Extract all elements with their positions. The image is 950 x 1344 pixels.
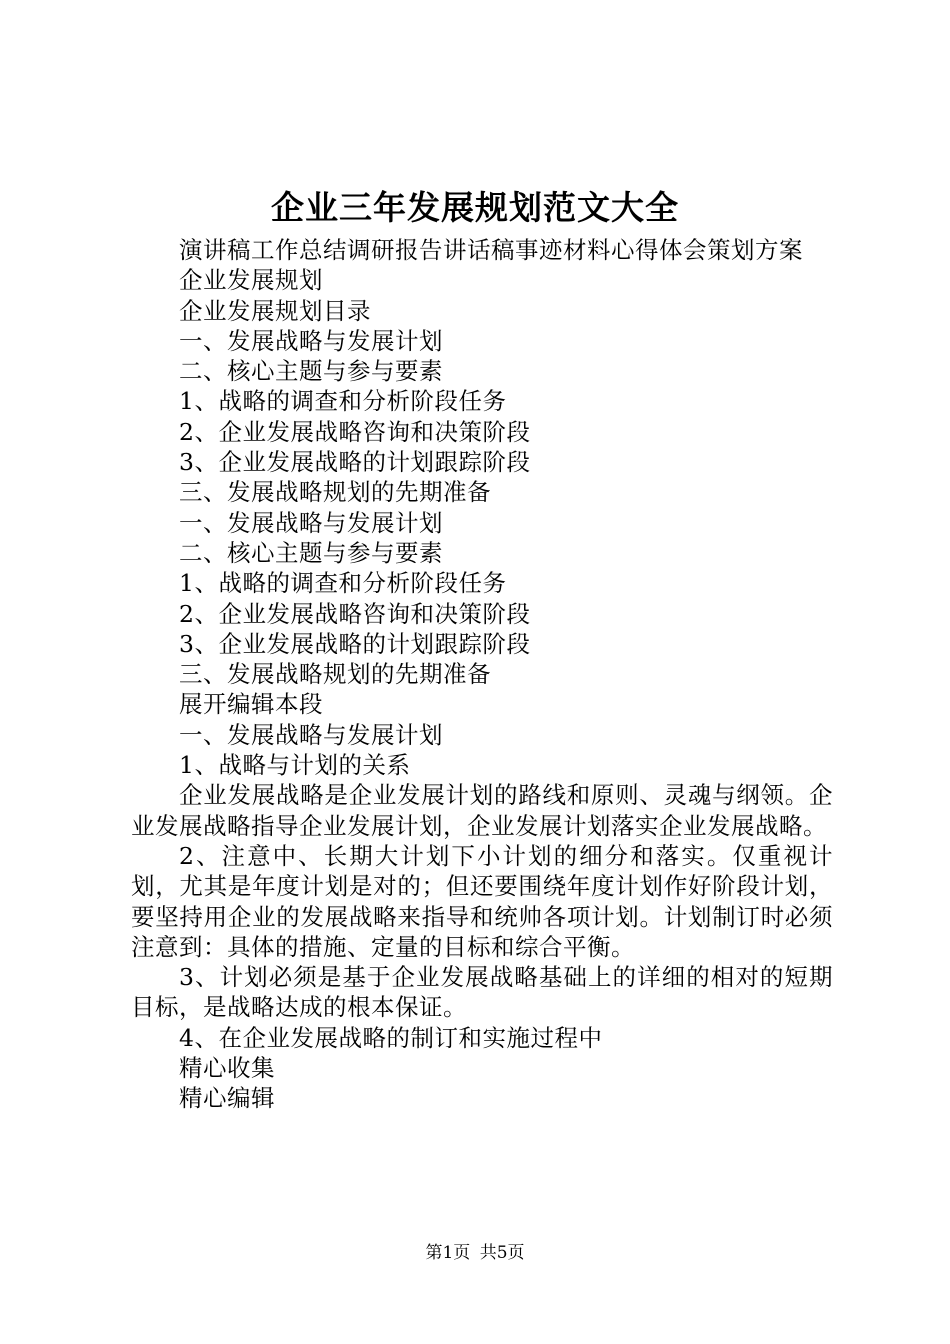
document-title: 企业三年发展规划范文大全	[271, 188, 679, 227]
paragraph: 3、计划必须是基于企业发展战略基础上的详细的相对的短期目标，是战略达成的根本保证。	[131, 963, 833, 1022]
paragraph: 1、战略的调查和分析阶段任务	[179, 387, 507, 416]
paragraph: 企业发展战略是企业发展计划的路线和原则、灵魂与纲领。企业发展战略指导企业发展计划，企业发展计划落实企业发展战略。	[131, 781, 833, 840]
paragraph: 演讲稿工作总结调研报告讲话稿事迹材料心得体会策划方案	[179, 236, 803, 264]
paragraph: 一、发展战略与发展计划	[179, 326, 443, 355]
page-total: 共5页	[479, 1243, 525, 1263]
paragraph: 3、企业发展战略的计划跟踪阶段	[179, 629, 531, 658]
paragraph: 精心收集	[179, 1054, 275, 1083]
paragraph: 一、发展战略与发展计划	[179, 720, 443, 749]
document-body	[131, 235, 833, 1114]
paragraph: 1、战略与计划的关系	[179, 751, 411, 780]
paragraph: 一、发展战略与发展计划	[179, 508, 443, 537]
paragraph: 3、企业发展战略的计划跟踪阶段	[179, 448, 531, 477]
paragraph: 二、核心主题与参与要素	[179, 538, 443, 567]
paragraph: 1、战略的调查和分析阶段任务	[179, 569, 507, 598]
paragraph: 二、核心主题与参与要素	[179, 357, 443, 386]
page-number: 第1页	[425, 1243, 471, 1263]
paragraph: 4、在企业发展战略的制订和实施过程中	[179, 1023, 603, 1052]
paragraph: 2、注意中、长期大计划下小计划的细分和落实。仅重视计划，尤其是年度计划是对的；但还要围绕年度计划作好阶段计划，要坚持用企业的发展战略来指导和统帅各项计划。计划制订时必须注意到：具体的措施、定量的目标和综合平衡。	[131, 841, 833, 961]
paragraph: 三、发展战略规划的先期准备	[179, 660, 491, 689]
page-footer	[0, 1242, 950, 1264]
paragraph: 2、企业发展战略咨询和决策阶段	[179, 417, 531, 446]
paragraph: 展开编辑本段	[179, 690, 323, 719]
paragraph: 三、发展战略规划的先期准备	[179, 478, 491, 507]
paragraph: 精心编辑	[179, 1084, 275, 1113]
paragraph: 企业发展规划目录	[179, 296, 371, 325]
paragraph: 企业发展规划	[179, 266, 323, 295]
paragraph: 2、企业发展战略咨询和决策阶段	[179, 599, 531, 628]
